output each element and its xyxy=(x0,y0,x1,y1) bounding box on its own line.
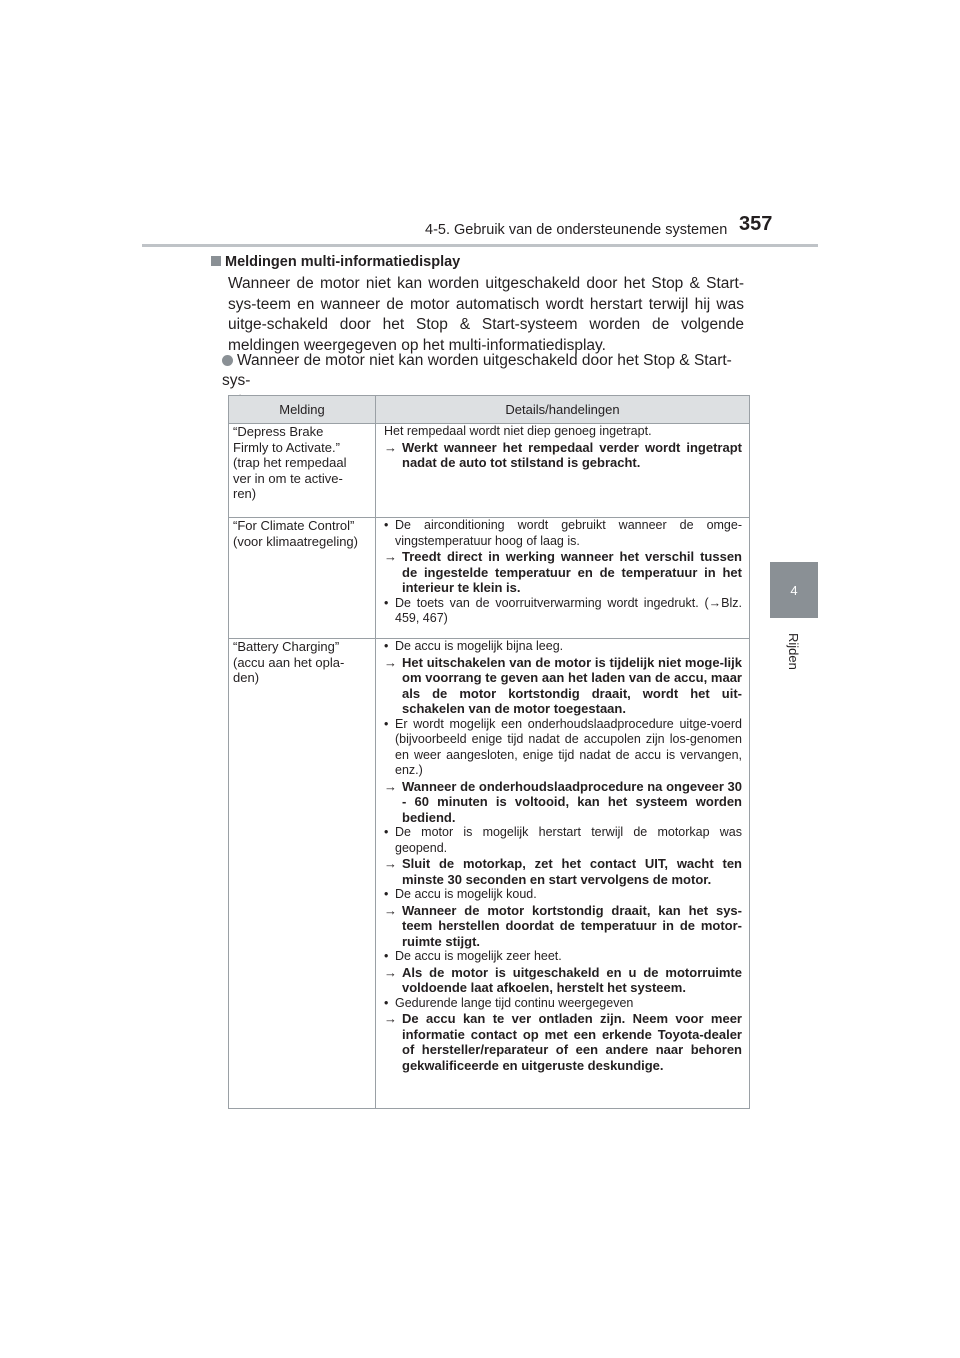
detail-bullet-item: • Gedurende lange tijd continu weergegeven xyxy=(384,996,742,1012)
detail-cell xyxy=(376,639,750,1109)
detail-plain-text: Het rempedaal wordt niet diep genoeg ingetrapt. xyxy=(384,424,652,438)
table-header-row xyxy=(229,396,750,424)
message-cell: “Battery Charging” (accu aan het opla- den) xyxy=(229,639,376,1109)
circle-bullet-text: Wanneer de motor niet kan worden uitgeschakeld door het Stop & Start-sys- xyxy=(222,352,732,389)
table-row xyxy=(229,518,750,639)
table-row xyxy=(229,424,750,518)
chapter-tab xyxy=(770,562,818,618)
detail-action-item: → Wanneer de onderhoudslaadprocedure na ongeveer 30 - 60 minuten is voltooid, kan het systeem worden bediend. xyxy=(384,779,742,826)
detail-bullet-item: • De accu is mogelijk bijna leeg. xyxy=(384,639,742,655)
square-bullet-icon xyxy=(211,256,221,266)
detail-action-item: → De accu kan te ver ontladen zijn. Neem voor meer informatie contact op met een erkende Toyota-dealer of hersteller/reparateur of een andere naar behoren gekwalificeerde en uitgeruste deskundige. xyxy=(384,1011,742,1073)
column-header-melding: Melding xyxy=(229,396,376,424)
message-table xyxy=(228,395,750,1109)
table-row xyxy=(229,639,750,1109)
detail-action-item: → Wanneer de motor kortstondig draait, kan het sys-teem herstellen doordat de temperatuur in de motor-ruimte stijgt. xyxy=(384,903,742,950)
section-heading xyxy=(211,254,460,270)
detail-cell xyxy=(376,518,750,639)
detail-bullet-item: • De motor is mogelijk herstart terwijl de motorkap was geopend. xyxy=(384,825,742,856)
detail-bullet-item: • De accu is mogelijk zeer heet. xyxy=(384,949,742,965)
chapter-number: 4 xyxy=(790,582,798,598)
detail-action-item: → Het uitschakelen van de motor is tijdelijk niet moge-lijk om voorrang te geven aan het laden van de accu, maar als de motor kortstondig draait, wordt het uit-schakelen van de motor toegestaan. xyxy=(384,655,742,717)
message-cell: “For Climate Control” (voor klimaatregeling) xyxy=(229,518,376,639)
running-header: 4-5. Gebruik van de ondersteunende systemen xyxy=(425,222,728,238)
chapter-label: Rijden xyxy=(786,633,801,670)
message-cell: “Depress Brake Firmly to Activate.” (trap het rempedaal ver in om te active- ren) xyxy=(229,424,376,518)
header-rule xyxy=(142,244,818,247)
detail-bullet-item: • De accu is mogelijk koud. xyxy=(384,887,742,903)
detail-action-item: → Werkt wanneer het rempedaal verder wordt ingetrapt nadat de auto tot stilstand is gebracht. xyxy=(384,440,742,471)
detail-bullet-item: • Er wordt mogelijk een onderhoudslaadprocedure uitge-voerd (bijvoorbeeld enige tijd nadat de accupolen zijn los-genomen en weer aangesloten, enige tijd nadat de accu is vervangen, enz.) xyxy=(384,717,742,779)
detail-cell xyxy=(376,424,750,518)
circle-bullet-icon xyxy=(222,355,233,366)
detail-bullet-item: • De airconditioning wordt gebruikt wanneer de omge-vingstemperatuur hoog of laag is. xyxy=(384,518,742,549)
detail-bullet-item: • De toets van de voorruitverwarming wordt ingedrukt. (→Blz. 459, 467) xyxy=(384,596,742,627)
detail-action-item: → Als de motor is uitgeschakeld en u de motorruimte voldoende laat afkoelen, herstelt het systeem. xyxy=(384,965,742,996)
intro-paragraph: Wanneer de motor niet kan worden uitgeschakeld door het Stop & Start-sys-teem en wanneer de motor automatisch wordt herstart terwijl hij was uitge-schakeld door het Stop & Start-systeem worden de volgende meldingen weergegeven op het multi-informatiedisplay. xyxy=(228,275,744,354)
section-heading-text: Meldingen multi-informatiedisplay xyxy=(225,254,461,270)
detail-action-item: → Sluit de motorkap, zet het contact UIT, wacht ten minste 30 seconden en start vervolgens de motor. xyxy=(384,856,742,887)
detail-action-item: → Treedt direct in werking wanneer het verschil tussen de ingestelde temperatuur en de temperatuur in het interieur te klein is. xyxy=(384,549,742,596)
column-header-details: Details/handelingen xyxy=(376,396,750,424)
page-number: 357 xyxy=(739,213,773,235)
